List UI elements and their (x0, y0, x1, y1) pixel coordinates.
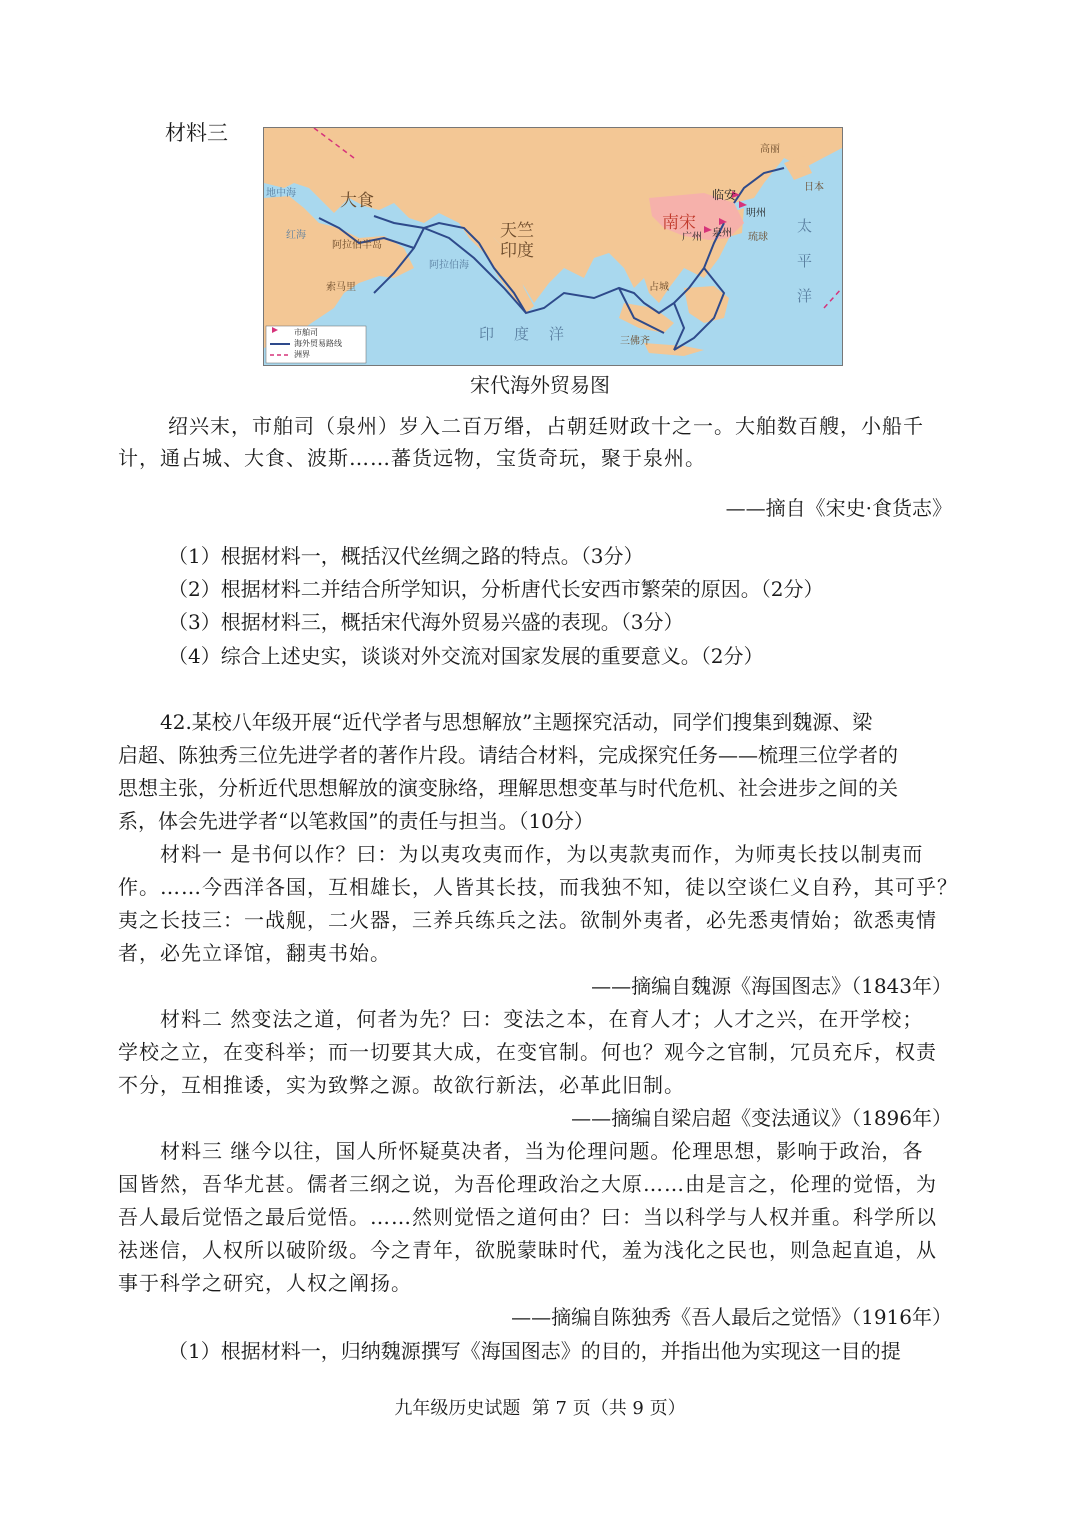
q42-material-3-line: 祛迷信，人权所以破阶级。今之青年，欲脱蒙昧时代，羞为浅化之民也，则急起直追，从 (118, 1238, 937, 1262)
map-label-guangzhou: 广州 (682, 232, 702, 243)
material-3-source: ——摘自《宋史·食货志》 (725, 496, 952, 520)
map-label-tianzhu: 天竺 (500, 221, 534, 241)
q41-question-1: （1）根据材料一，概括汉代丝绸之路的特点。（3分） (168, 544, 644, 568)
map-label-pacific: 太平洋 (795, 218, 813, 323)
song-trade-map (263, 127, 843, 366)
map-label-somali: 索马里 (326, 282, 356, 293)
q41-question-4: （4）综合上述史实，谈谈对外交流对国家发展的重要意义。（2分） (168, 644, 764, 668)
map-label-yindu: 印度 (500, 241, 534, 261)
map-label-zhanbei: 占城 (649, 282, 669, 293)
material-3-text-line: 绍兴末，市舶司（泉州）岁入二百万缗，占朝廷财政十之一。大舶数百艘，小船千 (168, 414, 924, 438)
q42-material-2-line: 不分，互相推诿，实为致弊之源。故欲行新法，必革此旧制。 (118, 1073, 685, 1097)
q42-material-1-source: ——摘编自魏源《海国图志》（1843年） (591, 974, 952, 998)
material-3-text-line: 计，通占城、大食、波斯……蕃货远物，宝货奇玩，聚于泉州。 (118, 446, 706, 470)
map-label-sanfoqi: 三佛齐 (620, 336, 650, 347)
q42-question-1: （1）根据材料一，归纳魏源撰写《海国图志》的目的，并指出他为实现这一目的提 (168, 1339, 901, 1363)
legend-border: 洲界 (294, 350, 310, 359)
q42-material-3-line: 事于科学之研究，人权之阐扬。 (118, 1271, 412, 1295)
q42-material-1-line: 夷之长技三：一战舰，二火器，三养兵练兵之法。欲制外夷者，必先悉夷情始；欲悉夷情 (118, 908, 937, 932)
map-label-riben: 日本 (804, 182, 824, 193)
q42-material-2-source: ——摘编自梁启超《变法通议》（1896年） (571, 1106, 952, 1130)
q42-material-3-line: 国皆然，吾华尤甚。儒者三纲之说，为吾伦理政治之大原……由是言之，伦理的觉悟，为 (118, 1172, 937, 1196)
q41-question-3: （3）根据材料三，概括宋代海外贸易兴盛的表现。（3分） (168, 610, 684, 634)
map-label-mingzhou: 明州 (746, 208, 766, 219)
map-label-arabian-sea: 阿拉伯海 (429, 260, 469, 271)
map-label-med: 地中海 (266, 188, 296, 199)
map-label-gaoli: 高丽 (760, 144, 780, 155)
map-label-red-sea: 红海 (286, 230, 306, 241)
legend-route: 海外贸易路线 (294, 339, 342, 348)
map-label-linan: 临安 (712, 188, 737, 202)
q42-intro-line: 系，体会先进学者“以笔救国”的责任与担当。（10分） (118, 809, 594, 833)
map-label-quanzhou: 泉州 (712, 228, 732, 239)
q41-question-2: （2）根据材料二并结合所学知识，分析唐代长安西市繁荣的原因。（2分） (168, 577, 824, 601)
q42-intro-line: 42.某校八年级开展“近代学者与思想解放”主题探究活动，同学们搜集到魏源、梁 (160, 710, 873, 734)
q42-material-3-source: ——摘编自陈独秀《吾人最后之觉悟》（1916年） (511, 1305, 952, 1329)
q42-material-1-line: 作。……今西洋各国，互相雄长，人皆其长技，而我独不知，徒以空谈仁义自矜，其可乎？ (118, 875, 958, 899)
q42-material-1-line: 者，必先立译馆，翻夷书始。 (118, 941, 391, 965)
map-label-nansong: 南宋 (662, 213, 696, 233)
material-3-label: 材料三 (165, 121, 228, 145)
map-caption: 宋代海外贸易图 (470, 373, 610, 397)
legend-shiboshi: 市舶司 (294, 328, 318, 337)
q42-material-3-line: 吾人最后觉悟之最后觉悟。……然则觉悟之道何由？曰：当以科学与人权并重。科学所以 (118, 1205, 937, 1229)
q42-intro-line: 思想主张，分析近代思想解放的演变脉络，理解思想变革与时代危机、社会进步之间的关 (118, 776, 898, 800)
q42-material-3-line: 材料三 继今以往，国人所怀疑莫决者，当为伦理问题。伦理思想，影响于政治，各 (160, 1139, 924, 1163)
q42-material-2-line: 材料二 然变法之道，何者为先？曰：变法之本，在育人才；人才之兴，在开学校； (160, 1007, 924, 1031)
page-footer: 九年级历史试题 第 7 页（共 9 页） (394, 1398, 686, 1419)
map-label-arabia: 阿拉伯半岛 (332, 240, 382, 251)
q42-material-1-line: 材料一 是书何以作？曰：为以夷攻夷而作，为以夷款夷而作，为师夷长技以制夷而 (160, 842, 924, 866)
map-label-indian-ocean: 印度洋 (479, 325, 585, 343)
q42-intro-line: 启超、陈独秀三位先进学者的著作片段。请结合材料，完成探究任务——梳理三位学者的 (118, 743, 898, 767)
map-label-liuqiu: 琉球 (748, 232, 768, 243)
q42-material-2-line: 学校之立，在变科举；而一切要其大成，在变官制。何也？观今之官制，冗员充斥，权责 (118, 1040, 937, 1064)
map-label-dashi: 大食 (340, 191, 374, 211)
